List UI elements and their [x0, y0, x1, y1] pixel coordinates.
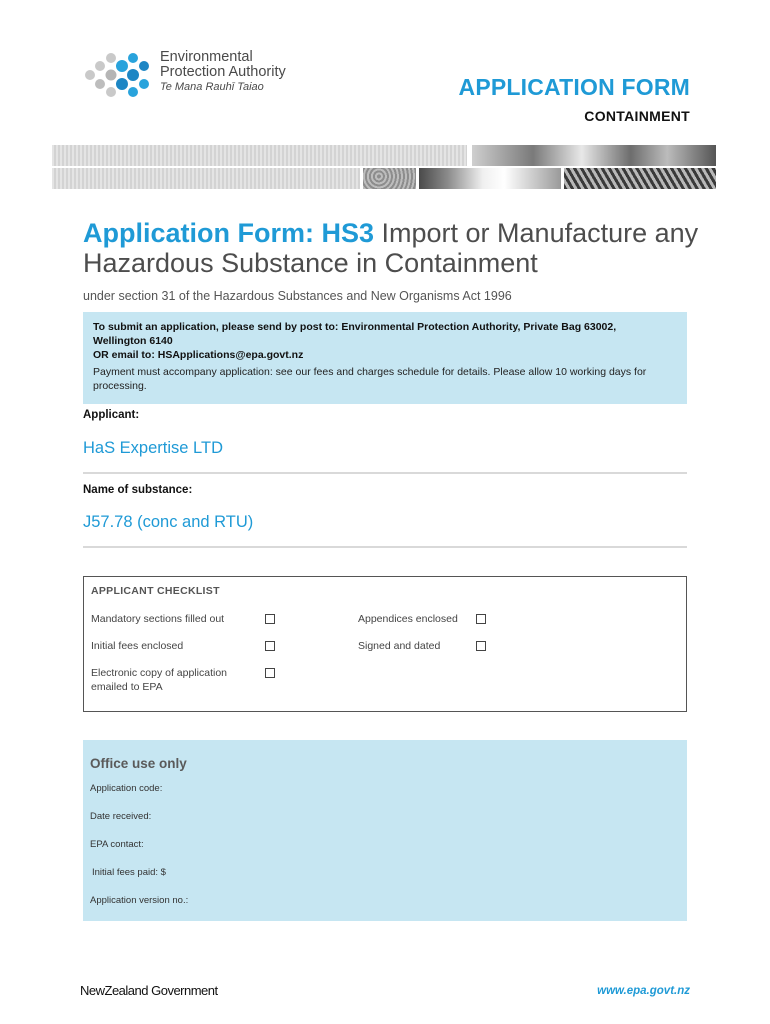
office-field-initial-fees: Initial fees paid: $ [92, 867, 166, 878]
org-name-maori: Te Mana Rauhī Taiao [160, 81, 264, 93]
org-name-line2: Protection Authority [160, 64, 286, 80]
submission-info-box [83, 312, 687, 404]
applicant-checklist [83, 576, 687, 712]
email-instructions: OR email to: HSApplications@epa.govt.nz [93, 349, 304, 361]
banner-photo-fern [564, 168, 716, 189]
logo-text [160, 50, 286, 95]
checkbox-fees[interactable] [265, 641, 275, 651]
office-field-epa-contact: EPA contact: [90, 839, 144, 850]
checkbox-signed[interactable] [476, 641, 486, 651]
checklist-item-signed: Signed and dated [358, 640, 441, 652]
banner-photo-texture [363, 168, 416, 189]
post-instructions-city: Wellington 6140 [93, 335, 173, 347]
banner-photo-grass [472, 145, 716, 166]
office-field-application-code: Application code: [90, 783, 163, 794]
office-use-title: Office use only [90, 756, 187, 771]
office-field-date-received: Date received: [90, 811, 152, 822]
banner-bottom [52, 168, 716, 189]
checkbox-electronic-copy[interactable] [265, 668, 275, 678]
nz-government-logo: NewZealand Government [80, 983, 218, 998]
office-field-version: Application version no.: [90, 895, 189, 906]
org-name-line1: Environmental [160, 49, 253, 65]
applicant-value[interactable]: HaS Expertise LTD [83, 439, 223, 457]
banner-photo-sky [419, 168, 561, 189]
checklist-item-electronic-copy: Electronic copy of application emailed to EPA [91, 667, 227, 693]
epa-logo-icon [80, 49, 156, 101]
checklist-heading: APPLICANT CHECKLIST [91, 585, 220, 597]
act-reference: under section 31 of the Hazardous Substances and New Organisms Act 1996 [83, 289, 512, 303]
payment-note: Payment must accompany application: see our fees and charges schedule for details. Please allow 10 working days for processing. [93, 366, 647, 392]
substance-label: Name of substance: [83, 484, 193, 496]
office-use-panel [83, 740, 687, 921]
applicant-label: Applicant: [83, 409, 140, 421]
substance-value[interactable]: J57.78 (conc and RTU) [83, 513, 254, 531]
checkbox-appendices[interactable] [476, 614, 486, 624]
form-title: APPLICATION FORM [458, 74, 690, 100]
checkbox-mandatory[interactable] [265, 614, 275, 624]
applicant-underline [83, 472, 687, 474]
checklist-item-mandatory: Mandatory sections filled out [91, 613, 225, 625]
form-subtitle: CONTAINMENT [584, 108, 690, 124]
main-title [83, 218, 703, 278]
main-title-rest: Import or Manufacture any Hazardous Substance in Containment [83, 218, 699, 278]
checklist-item-appendices: Appendices enclosed [358, 613, 458, 625]
epa-logo [80, 47, 320, 103]
checklist-item-fees: Initial fees enclosed [91, 640, 184, 652]
website-link[interactable]: www.epa.govt.nz [597, 985, 690, 997]
post-instructions: To submit an application, please send by post to: Environmental Protection Authority, Private Bag 63002, [93, 321, 617, 333]
banner-top [52, 145, 716, 166]
substance-underline [83, 546, 687, 548]
main-title-highlight: Application Form: HS3 [83, 218, 375, 248]
